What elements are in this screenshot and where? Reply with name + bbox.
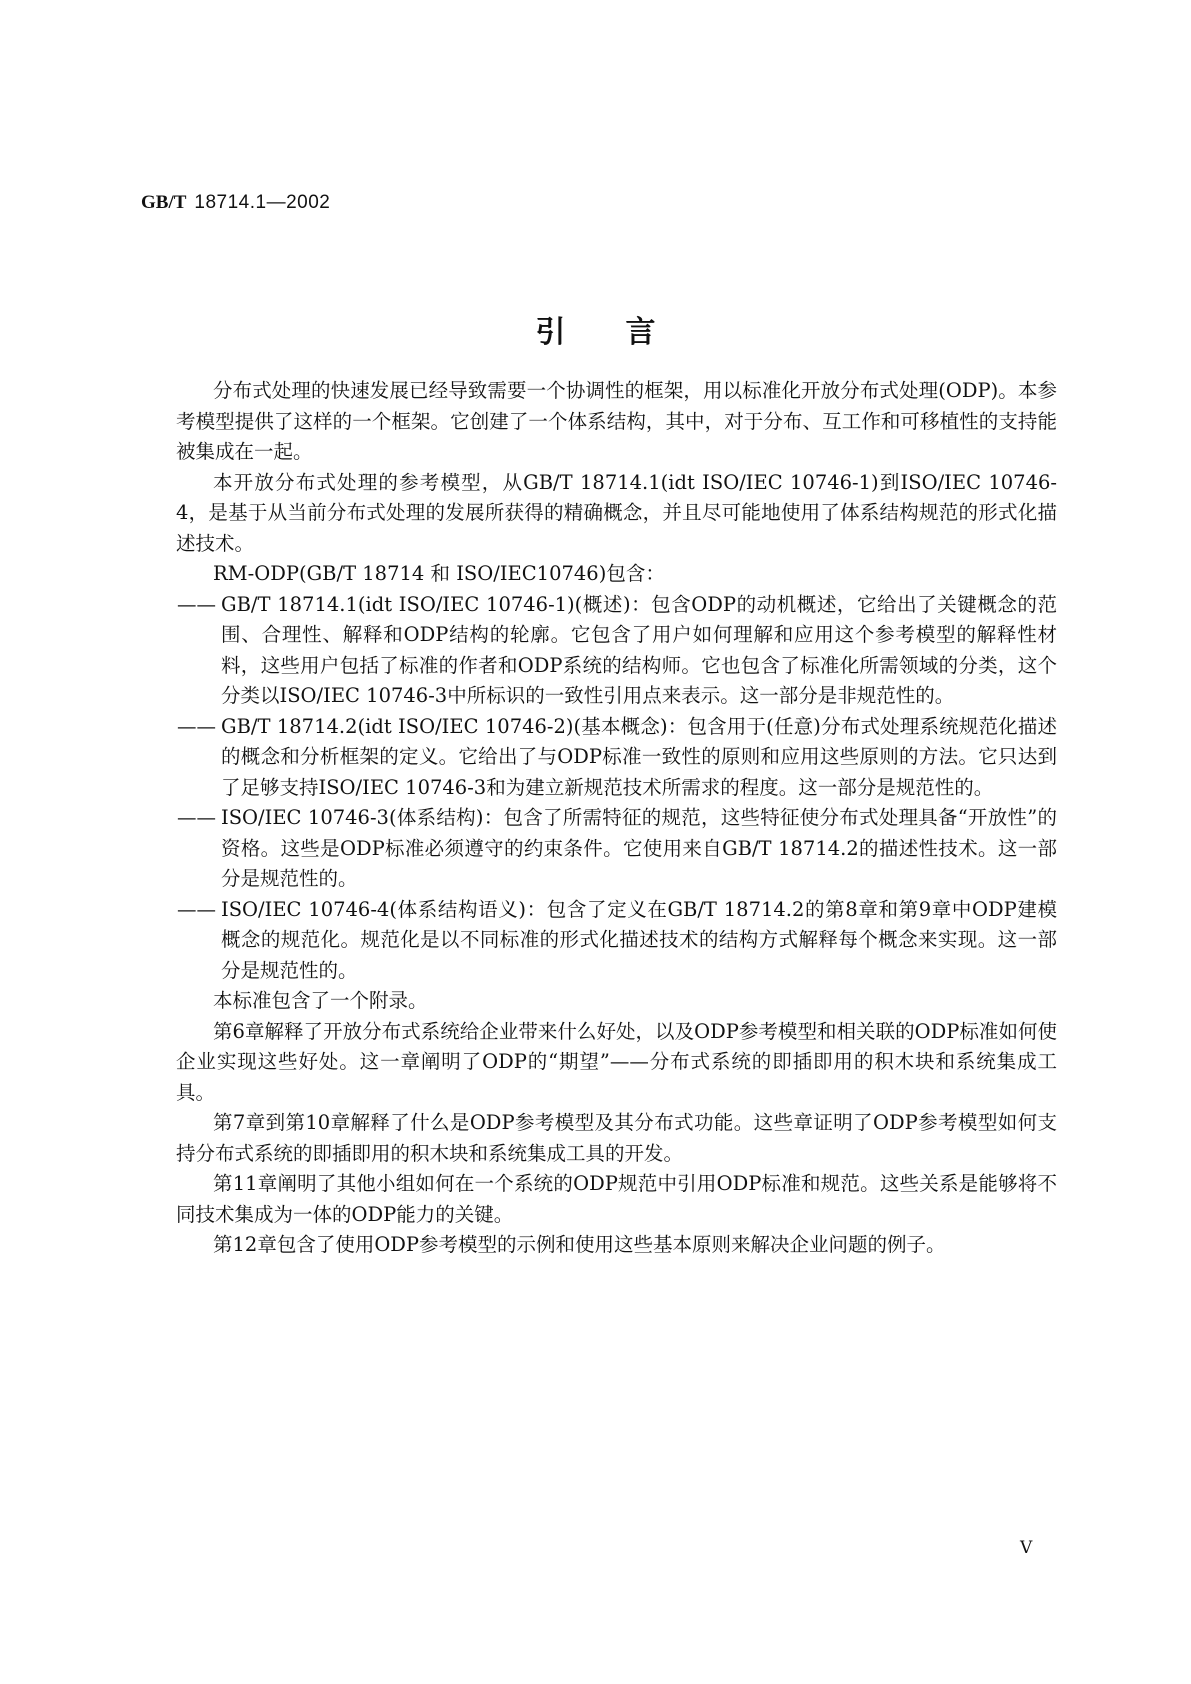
list-item <box>177 712 1057 804</box>
list-item-text: GB/T 18714.2(idt ISO/IEC 10746-2)(基本概念)：包含用于(任意)分布式处理系统规范化描述的概念和分析框架的定义。它给出了与ODP标准一致性的原则和应用这些原则的方法。它只达到了足够支持ISO/IEC 10746-3和为建立新规范技术所需求的程度。这一部分是规范性的。 <box>221 714 1057 799</box>
list-item-text: GB/T 18714.1(idt ISO/IEC 10746-1)(概述)：包含ODP的动机概述，它给出了关键概念的范围、合理性、解释和ODP结构的轮廓。它包含了用户如何理解和应用这个参考模型的解释性材料，这些用户包括了标准的作者和ODP系统的结构师。它也包含了标准化所需领域的分类，这个分类以ISO/IEC 10746-3中所标识的一致性引用点来表示。这一部分是非规范性的。 <box>221 592 1057 707</box>
paragraph: 本标准包含了一个附录。 <box>213 989 428 1012</box>
paragraph: 本开放分布式处理的参考模型，从GB/T 18714.1(idt ISO/IEC 10746-1)到ISO/IEC 10746-4，是基于从当前分布式处理的发展所获得的精确概念，并且尽可能地使用了体系结构规范的形式化描述技术。 <box>176 470 1057 555</box>
standard-code: GB/T <box>141 192 187 213</box>
paragraph: 分布式处理的快速发展已经导致需要一个协调性的框架，用以标准化开放分布式处理(ODP)。本参考模型提供了这样的一个框架。它创建了一个体系结构，其中，对于分布、互工作和可移植性的支持能被集成在一起。 <box>176 379 1057 463</box>
list-item-text: ISO/IEC 10746-3(体系结构)：包含了所需特征的规范，这些特征使分布式处理具备“开放性”的资格。这些是ODP标准必须遵守的约束条件。它使用来自GB/T 18714.2的描述性技术。这一部分是规范性的。 <box>221 806 1057 890</box>
list-dash: —— <box>177 897 216 921</box>
paragraph: 第6章解释了开放分布式系统给企业带来什么好处，以及ODP参考模型和相关联的ODP标准如何使企业实现这些好处。这一章阐明了ODP的“期望”——分布式系统的即插即用的积木块和系统集成工具。 <box>176 1019 1057 1104</box>
page-number: Ⅴ <box>1020 1538 1033 1558</box>
paragraph: RM-ODP(GB/T 18714 和 ISO/IEC10746)包含： <box>213 562 665 585</box>
page-title: 引言 <box>535 315 716 350</box>
list-dash: —— <box>177 714 216 738</box>
list-item <box>177 895 1057 987</box>
list-item <box>177 590 1057 712</box>
list-item-text: ISO/IEC 10746-4(体系结构语义)：包含了定义在GB/T 18714.2的第8章和第9章中ODP建模概念的规范化。规范化是以不同标准的形式化描述技术的结构方式解释每个概念来实现。这一部分是规范性的。 <box>221 897 1057 982</box>
paragraph: 第7章到第10章解释了什么是ODP参考模型及其分布式功能。这些章证明了ODP参考模型如何支持分布式系统的即插即用的积木块和系统集成工具的开发。 <box>176 1111 1057 1165</box>
standard-number: 18714.1—2002 <box>194 192 331 213</box>
paragraph: 第11章阐明了其他小组如何在一个系统的ODP规范中引用ODP标准和规范。这些关系是能够将不同技术集成为一体的ODP能力的关键。 <box>176 1172 1057 1226</box>
list-dash: —— <box>177 592 216 616</box>
paragraph: 第12章包含了使用ODP参考模型的示例和使用这些基本原则来解决企业问题的例子。 <box>213 1233 946 1256</box>
document-header <box>141 191 330 214</box>
list-item <box>177 803 1057 895</box>
body-text <box>177 376 1057 1261</box>
list-dash: —— <box>177 806 216 829</box>
